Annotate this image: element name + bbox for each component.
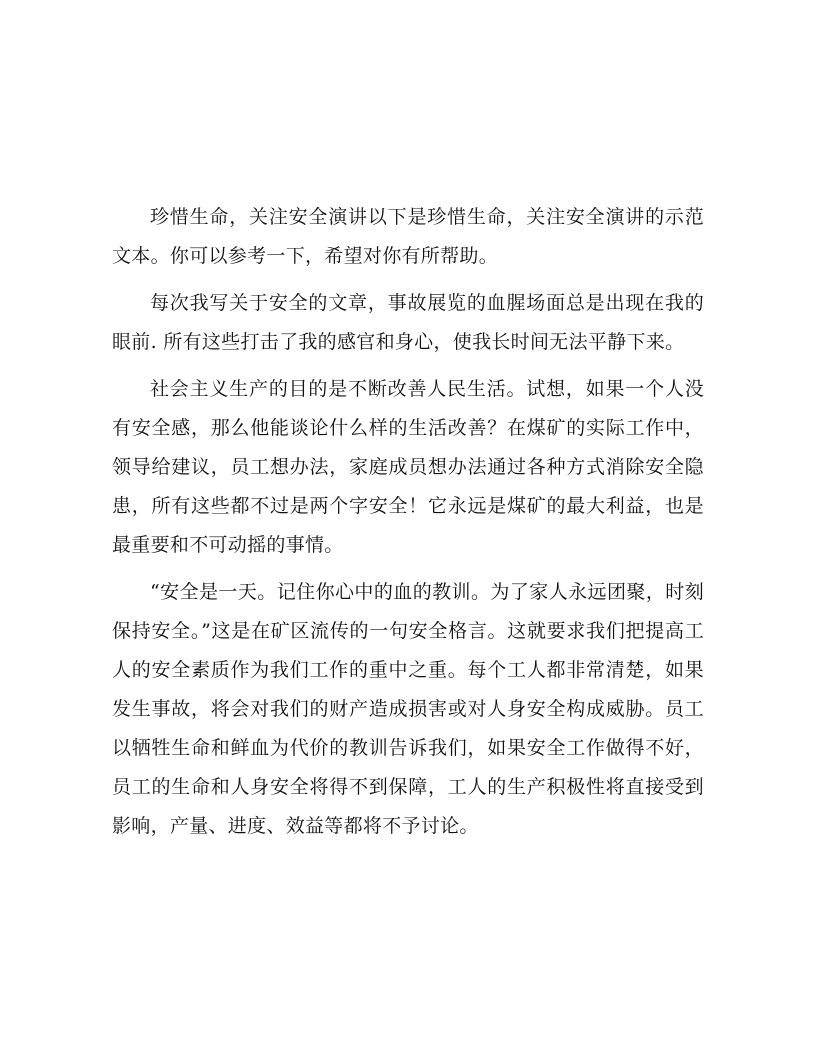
paragraph-1: 珍惜生命，关注安全演讲以下是珍惜生命，关注安全演讲的示范文本。你可以参考一下，希望对你有所帮助。 [112, 206, 704, 267]
paragraph-4: “安全是一天。记住你心中的血的教训。为了家人永远团聚，时刻保持安全。”这是在矿区流传的一句安全格言。这就要求我们把提高工人的安全素质作为我们工作的重中之重。每个工人都非常清楚，如果发生事故，将会对我们的财产造成损害或对人身安全构成威胁。员工以牺牲生命和鲜血为代价的教训告诉我们，如果安全工作做得不好，员工的生命和人身安全将得不到保障，工人的生产积极性将直接受到影响，产量、进度、效益等都将不予讨论。 [112, 581, 704, 837]
paragraph-2: 每次我写关于安全的文章，事故展览的血腥场面总是出现在我的眼前. 所有这些打击了我的感官和身心，使我长时间无法平静下来。 [112, 292, 704, 353]
document-body [112, 198, 704, 854]
paragraph-3: 社会主义生产的目的是不断改善人民生活。试想，如果一个人没有安全感，那么他能谈论什么样的生活改善？在煤矿的实际工作中，领导给建议，员工想办法，家庭成员想办法通过各种方式消除安全隐患，所有这些都不过是两个字安全！它永远是煤矿的最大利益，也是最重要和不可动摇的事情。 [112, 378, 704, 556]
